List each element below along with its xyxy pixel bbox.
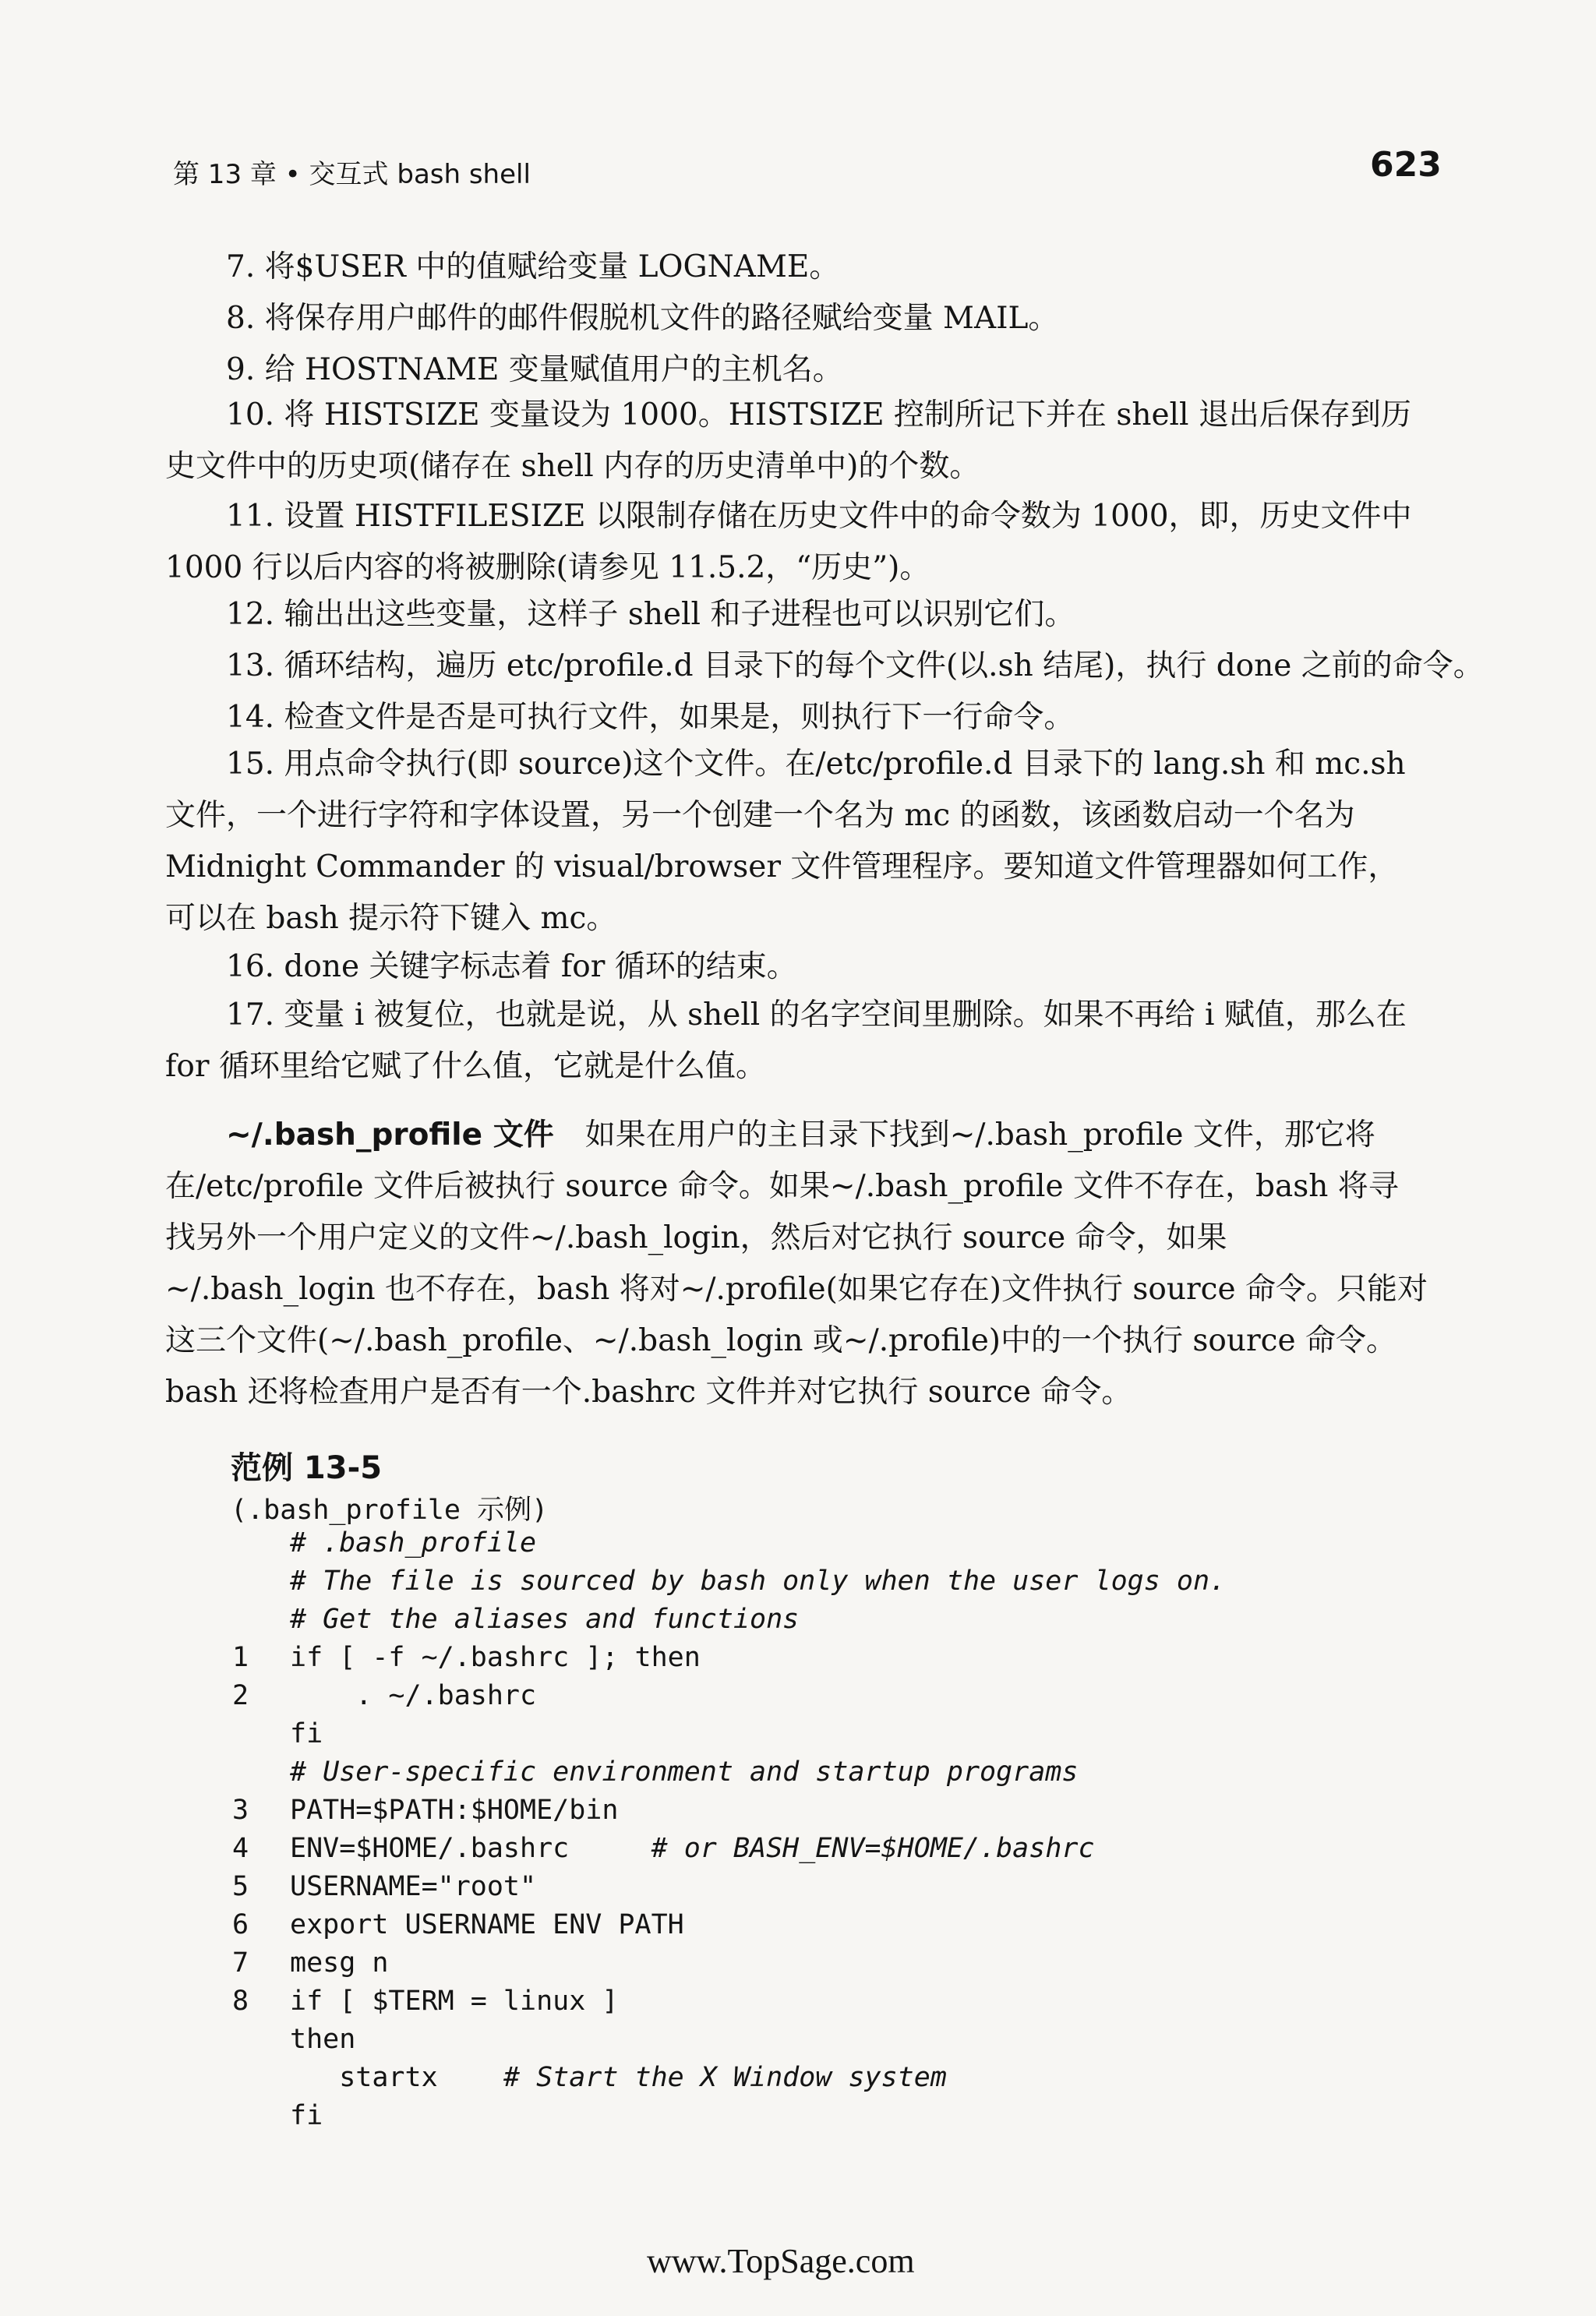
code-line bbox=[290, 1833, 1095, 1864]
code-text: . ~/.bashrc bbox=[290, 1680, 537, 1711]
example-title: 范例 13-5 bbox=[231, 1450, 383, 1486]
code-text: fi bbox=[290, 1718, 323, 1749]
code-line-number: 3 bbox=[232, 1795, 249, 1826]
code-line bbox=[290, 1947, 388, 1979]
code-line bbox=[290, 1795, 618, 1826]
code-line bbox=[290, 1566, 1226, 1597]
footer-url: www.TopSage.com bbox=[647, 2242, 915, 2280]
code-comment: # .bash_profile bbox=[290, 1527, 537, 1559]
code-comment: # or BASH_ENV=$HOME/.bashrc bbox=[651, 1833, 1095, 1864]
bash-profile-paragraph bbox=[165, 1110, 1428, 1418]
bash-profile-heading: ~/.bash_profile 文件 bbox=[226, 1117, 554, 1153]
list-item-15: 15. 用点命令执行(即 source)这个文件。在/etc/profile.d 目录下的 lang.sh 和 mc.sh 文件，一个进行字符和字体设置，另一个创建一个名为 mc 的函数，该函数启动一个名为 Midnight Commander 的 visual/browser 文件管理程序。要知道文件管理器如何工作，可以在 bash 提示符下键入 mc。 bbox=[165, 747, 1406, 936]
code-line bbox=[290, 1718, 323, 1749]
code-line bbox=[290, 2024, 355, 2055]
code-comment: # The file is sourced by bash only when the user logs on. bbox=[290, 1566, 1227, 1597]
code-line-number: 5 bbox=[232, 1871, 249, 1902]
code-line bbox=[290, 2062, 947, 2093]
code-text: then bbox=[290, 2024, 356, 2055]
code-line bbox=[290, 1986, 618, 2017]
code-line bbox=[290, 1871, 536, 1902]
code-line-number: 6 bbox=[232, 1909, 249, 1940]
code-line bbox=[290, 1756, 1078, 1788]
list-item-7: 7. 将$USER 中的值赋给变量 LOGNAME。 bbox=[226, 249, 840, 284]
code-line bbox=[290, 1909, 684, 1940]
example-caption: (.bash_profile 示例) bbox=[231, 1495, 549, 1526]
code-text: USERNAME="root" bbox=[290, 1871, 537, 1902]
code-line bbox=[290, 1642, 701, 1673]
bash-profile-text: 如果在用户的主目录下找到~/.bash_profile 文件，那它将在/etc/profile 文件后被执行 source 命令。如果~/.bash_profile 文件不存在，bash 将寻找另外一个用户定义的文件~/.bash_login，然后对它执行 source 命令，如果~/.bash_login 也不存在，bash 将对~/.profile(如果它存在)文件执行 source 命令。只能对这三个文件(~/.bash_profile、~/.bash_login 或~/.profile)中的一个执行 source 命令。bash 还将检查用户是否有一个.bashrc 文件并对它执行 source 命令。 bbox=[165, 1117, 1428, 1410]
code-text: export USERNAME ENV PATH bbox=[290, 1909, 684, 1940]
code-line-number: 7 bbox=[232, 1947, 249, 1979]
list-item-10: 10. 将 HISTSIZE 变量设为 1000。HISTSIZE 控制所记下并在 shell 退出后保存到历史文件中的历史项(储存在 shell 内存的历史清单中)的个数。 bbox=[165, 397, 1411, 484]
list-item-12: 12. 输出出这些变量，这样子 shell 和子进程也可以识别它们。 bbox=[226, 597, 1075, 632]
code-text: ENV=$HOME/.bashrc bbox=[290, 1833, 651, 1864]
code-text: fi bbox=[290, 2100, 323, 2131]
list-item-14: 14. 检查文件是否是可执行文件，如果是，则执行下一行命令。 bbox=[226, 700, 1075, 735]
page-number: 623 bbox=[1370, 145, 1442, 185]
code-line bbox=[290, 1527, 536, 1559]
list-item-13: 13. 循环结构，遍历 etc/profile.d 目录下的每个文件(以.sh 结尾)，执行 done 之前的命令。 bbox=[226, 648, 1484, 683]
list-item-9: 9. 给 HOSTNAME 变量赋值用户的主机名。 bbox=[226, 352, 843, 387]
code-text: startx bbox=[290, 2062, 503, 2093]
list-item-17: 17. 变量 i 被复位，也就是说，从 shell 的名字空间里删除。如果不再给 i 赋值，那么在 for 循环里给它赋了什么值，它就是什么值。 bbox=[165, 997, 1407, 1084]
code-comment: # User-specific environment and startup programs bbox=[290, 1756, 1079, 1788]
code-text: PATH=$PATH:$HOME/bin bbox=[290, 1795, 619, 1826]
code-line bbox=[290, 2100, 323, 2131]
code-comment: # Start the X Window system bbox=[503, 2062, 947, 2093]
code-comment: # Get the aliases and functions bbox=[290, 1604, 800, 1635]
code-text: if [ $TERM = linux ] bbox=[290, 1986, 619, 2017]
list-item-8: 8. 将保存用户邮件的邮件假脱机文件的路径赋给变量 MAIL。 bbox=[226, 301, 1059, 336]
code-line-number: 8 bbox=[232, 1986, 249, 2017]
code-line bbox=[290, 1680, 536, 1711]
code-text: if [ -f ~/.bashrc ]; then bbox=[290, 1642, 701, 1673]
code-text: mesg n bbox=[290, 1947, 389, 1979]
list-item-16: 16. done 关键字标志着 for 循环的结束。 bbox=[226, 949, 797, 984]
code-line-number: 2 bbox=[232, 1680, 249, 1711]
chapter-header: 第 13 章 • 交互式 bash shell bbox=[173, 159, 531, 190]
code-line-number: 4 bbox=[232, 1833, 249, 1864]
code-line bbox=[290, 1604, 799, 1635]
list-item-11: 11. 设置 HISTFILESIZE 以限制存储在历史文件中的命令数为 1000，即，历史文件中 1000 行以后内容的将被删除(请参见 11.5.2，“历史”)。 bbox=[165, 499, 1412, 585]
code-line-number: 1 bbox=[232, 1642, 249, 1673]
